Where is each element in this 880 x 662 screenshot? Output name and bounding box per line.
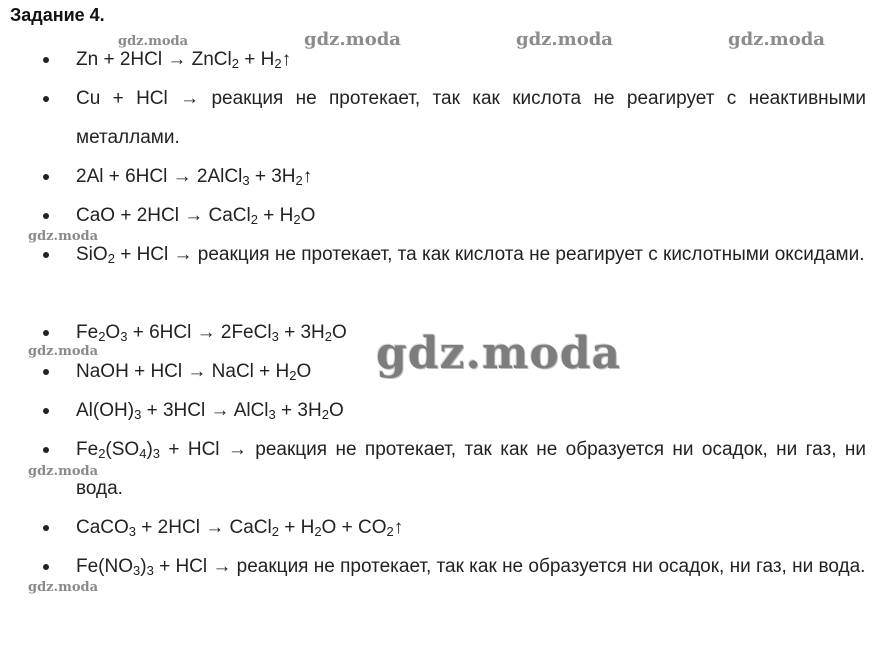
- reaction-text: CaO + 2HCl → CaCl$_2$ + $H_2O$: [76, 205, 316, 227]
- watermark-logo: gdz.moda: [28, 464, 99, 479]
- list-item: [76, 391, 866, 430]
- bullet-icon: [43, 447, 49, 453]
- list-item: [76, 196, 866, 235]
- bullet-icon: [43, 525, 49, 531]
- bullet-icon: [43, 330, 49, 336]
- bullet-icon: [43, 96, 49, 102]
- page-title: Задание 4.: [10, 5, 105, 25]
- list-item: [76, 40, 866, 79]
- list-item: [76, 79, 866, 157]
- reaction-text: $Fe_2(SO_4)_3$ + HCl → реакция не протекает, так как не образуется ни осадок, ни газ, ни вода.: [76, 439, 866, 499]
- list-item: [76, 235, 866, 274]
- reaction-text: 2Al + 6HCl → 2AlCl$_3$ + $3H_2↑$: [76, 166, 313, 188]
- watermark-logo: gdz.moda: [304, 29, 401, 50]
- bullet-icon: [43, 57, 49, 63]
- reaction-text: $Al(OH)_3 + 3HCl$ → AlCl$_3$ + $3H_2O$: [76, 400, 344, 422]
- reaction-text: $Fe(NO_3)_3$ + HCl → реакция не протекает, так как не образуется ни осадок, ни газ, ни вода.: [76, 556, 866, 578]
- watermark-logo: gdz.moda: [516, 29, 613, 50]
- reaction-text: SiO$_2$ + HCl → реакция не протекает, та как кислота не реагирует с кислотными оксидами.: [76, 244, 865, 266]
- bullet-icon: [43, 369, 49, 375]
- watermark-logo: gdz.moda: [28, 229, 99, 244]
- reaction-text: Cu + HCl → реакция не протекает, так как кислота не реагирует с неактивными металлами.: [76, 88, 866, 148]
- list-item: [76, 157, 866, 196]
- reaction-text: CaCO$_3$ + 2HCl → CaCl$_2$ + $H_2O$ + $CO_2↑$: [76, 517, 404, 539]
- reaction-text: NaOH + HCl → NaCl + $H_2O$: [76, 361, 312, 383]
- watermark-logo: gdz.moda: [28, 344, 99, 359]
- bullet-icon: [43, 213, 49, 219]
- bullet-icon: [43, 564, 49, 570]
- bullet-icon: [43, 252, 49, 258]
- watermark-logo: gdz.moda: [28, 580, 99, 595]
- reaction-text: Zn + 2HCl → ZnCl$_2$ + $H_2↑$: [76, 49, 292, 71]
- bullet-icon: [43, 174, 49, 180]
- watermark-logo: gdz.moda: [118, 34, 189, 49]
- bullet-icon: [43, 408, 49, 414]
- list-item: [76, 430, 866, 508]
- list-item: [76, 547, 866, 586]
- list-item: [76, 508, 866, 547]
- reaction-text: $Fe_2O_3 + 6HCl$ → 2FeCl$_3$ + $3H_2O$: [76, 322, 347, 344]
- watermark-logo-large: gdz.moda: [376, 328, 622, 379]
- watermark-logo: gdz.moda: [728, 29, 825, 50]
